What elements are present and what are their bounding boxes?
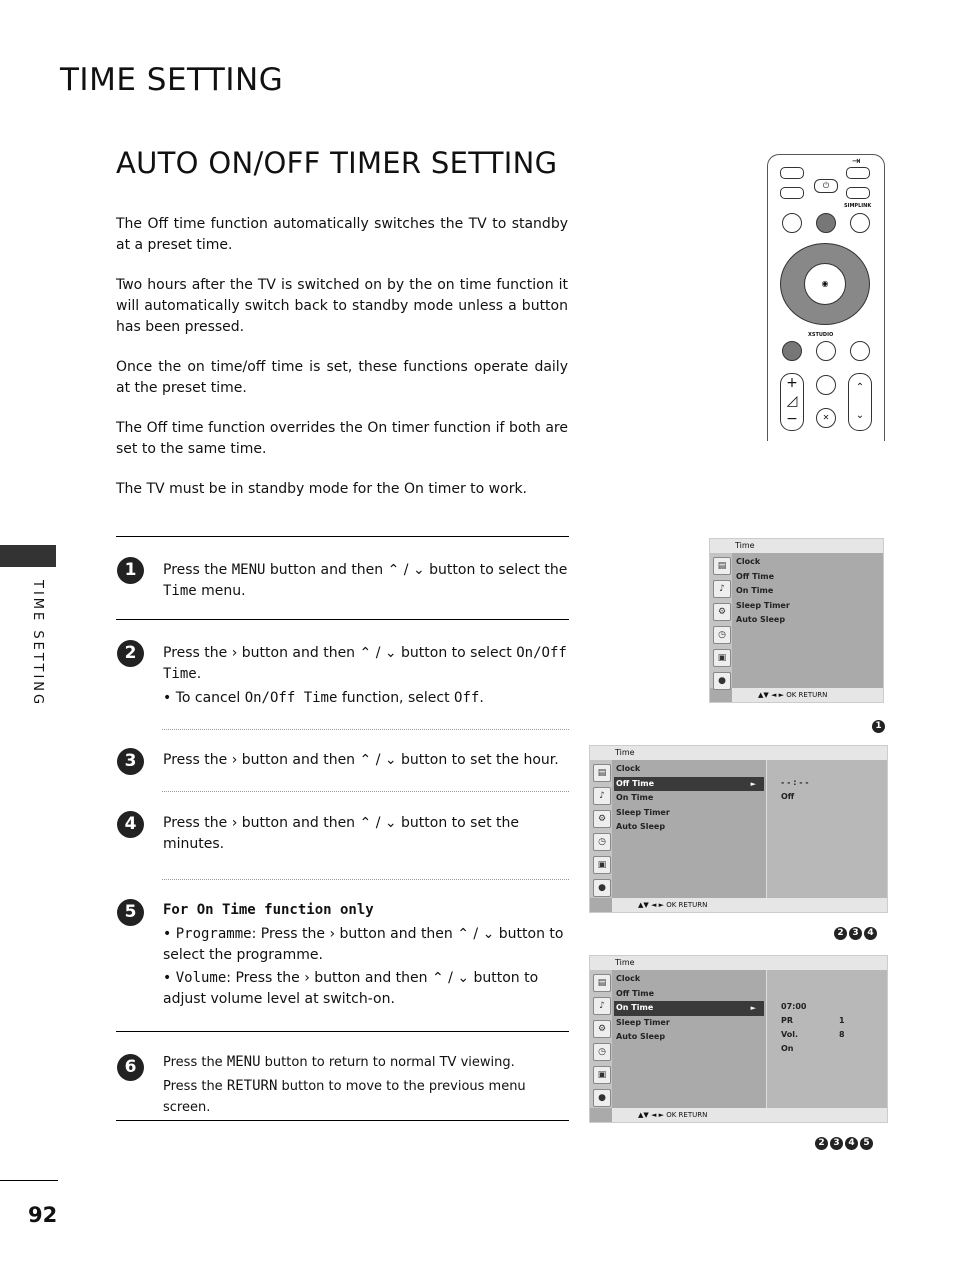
power-icon: ⏻ — [814, 179, 838, 193]
right-arrow-icon: ► — [750, 1004, 756, 1012]
intro-paragraph: The Off time function overrides the On timer function if both are set to the same time. — [116, 420, 568, 457]
clock-icon: ◷ — [713, 626, 731, 644]
step-number: 2 — [117, 640, 144, 667]
volume-value: Vol. 8 — [781, 1030, 845, 1039]
menu-item: On Time — [616, 793, 654, 802]
step-2-bullet: • To cancel On/Off Time function, select Off. — [163, 690, 484, 706]
side-label: TIME SETTING — [30, 580, 45, 708]
step-6-text: Press the MENU button to return to normal TV viewing. — [163, 1054, 515, 1070]
remote-button — [816, 375, 836, 395]
remote-button — [846, 187, 870, 199]
updown-icon: ⌃ / ⌄ — [359, 815, 397, 831]
updown-icon: ⌃ / ⌄ — [431, 970, 470, 986]
submenu-panel — [766, 970, 887, 1108]
off-time-state: Off — [781, 792, 795, 801]
input-icon: ⇥ — [852, 156, 861, 167]
updown-icon: ⌃ / ⌄ — [387, 562, 425, 578]
simplink-logo: SIMPLINK — [844, 203, 872, 209]
page-number: 92 — [28, 1203, 58, 1227]
remote-button — [846, 167, 870, 179]
page-rule — [0, 1180, 58, 1181]
menu-title: Time — [710, 539, 883, 553]
menu-item: Sleep Timer — [616, 1017, 670, 1027]
updown-icon: ⌃ / ⌄ — [359, 645, 397, 661]
gear-icon: ⚙ — [593, 1020, 611, 1038]
input-icon: ● — [713, 672, 731, 690]
step-reference: 1 — [870, 720, 885, 733]
step-2-text: Press the › button and then ⌃ / ⌄ button to select On/Off Time. — [163, 645, 567, 682]
menu-item: Off Time — [736, 571, 775, 581]
right-arrow-icon: ► — [750, 779, 756, 788]
step-number: 1 — [117, 557, 144, 584]
lock-icon: ▣ — [593, 1066, 611, 1084]
step-4-text: Press the › button and then ⌃ / ⌄ button to set the minutes. — [163, 815, 519, 852]
volume-icon: + ◿ − — [780, 373, 804, 431]
step-1-text: Press the MENU button and then ⌃ / ⌄ button to select the Time menu. — [163, 562, 568, 599]
section-title: TIME SETTING — [60, 62, 284, 98]
input-icon: ● — [593, 1089, 611, 1107]
intro-paragraph: Once the on time/off time is set, these functions operate daily at the preset time. — [116, 359, 568, 396]
sound-icon: ♪ — [713, 580, 731, 598]
remote-button — [850, 341, 870, 361]
picture-icon: ▤ — [593, 974, 611, 992]
page-heading: AUTO ON/OFF TIMER SETTING — [116, 146, 558, 180]
menu-item: Clock — [616, 974, 641, 983]
menu-item: Clock — [616, 764, 641, 773]
step-number: 5 — [117, 899, 144, 926]
menu-icon-column — [710, 553, 732, 688]
dotted-divider — [162, 879, 569, 880]
step-number: 6 — [117, 1054, 144, 1081]
menu-item: Off Time — [616, 988, 655, 998]
menu-item: Sleep Timer — [736, 600, 790, 610]
menu-item: Auto Sleep — [616, 1032, 666, 1041]
menu-footer: ▲▼ ◄ ► OK RETURN — [732, 688, 883, 702]
on-time-value: 07:00 — [781, 1002, 807, 1011]
programme-value: PR 1 — [781, 1016, 845, 1025]
dotted-divider — [162, 791, 569, 792]
divider — [116, 1120, 569, 1121]
mute-icon: ✕ — [816, 408, 836, 428]
lock-icon: ▣ — [593, 856, 611, 874]
step-5-programme: • Programme: Press the › button and then ⌃ / ⌄ button to select the programme. — [163, 926, 564, 963]
dotted-divider — [162, 729, 569, 730]
remote-button — [816, 213, 836, 233]
updown-icon: ⌃ / ⌄ — [359, 752, 397, 768]
right-icon: › — [329, 926, 336, 942]
menu-title: Time — [590, 746, 887, 760]
right-icon: › — [231, 815, 238, 831]
sound-icon: ♪ — [593, 997, 611, 1015]
remote-button — [782, 341, 802, 361]
intro-paragraph: The TV must be in standby mode for the On timer to work. — [116, 481, 528, 497]
menu-item: Clock — [736, 557, 761, 566]
on-time-state: On — [781, 1044, 794, 1053]
menu-title: Time — [590, 956, 887, 970]
side-tab-marker — [0, 545, 56, 567]
remote-button — [780, 187, 804, 199]
right-icon: › — [231, 752, 238, 768]
divider — [116, 619, 569, 620]
intro-paragraph: The Off time function automatically switches the TV to standby at a preset time. — [116, 216, 568, 253]
menu-icon-column — [590, 970, 612, 1108]
right-icon: › — [304, 970, 310, 986]
picture-icon: ▤ — [713, 557, 731, 575]
menu-item: Sleep Timer — [616, 807, 670, 817]
menu-item: Auto Sleep — [736, 615, 786, 624]
step-5-volume: • Volume: Press the › button and then ⌃ / ⌄ button to adjust volume level at switch-on. — [163, 970, 539, 1007]
lock-icon: ▣ — [713, 649, 731, 667]
menu-item-selected: Off Time ► — [614, 777, 764, 792]
menu-item: On Time — [736, 586, 774, 595]
picture-icon: ▤ — [593, 764, 611, 782]
menu-item: Auto Sleep — [616, 822, 666, 831]
clock-icon: ◷ — [593, 1043, 611, 1061]
sound-icon: ♪ — [593, 787, 611, 805]
ok-icon: ◉ — [804, 263, 846, 305]
updown-icon: ⌃ / ⌄ — [457, 926, 495, 942]
remote-control-illustration — [767, 154, 885, 441]
divider — [116, 536, 569, 537]
step-6-text-2: Press the RETURN button to move to the previous menu screen. — [163, 1078, 526, 1115]
time-menu-screen-1 — [709, 538, 884, 703]
menu-footer: ▲▼ ◄ ► OK RETURN — [612, 898, 887, 912]
time-menu-screen-2 — [589, 745, 888, 913]
menu-footer: ▲▼ ◄ ► OK RETURN — [612, 1108, 887, 1122]
remote-button — [780, 167, 804, 179]
gear-icon: ⚙ — [713, 603, 731, 621]
clock-icon: ◷ — [593, 833, 611, 851]
xstudio-logo: XSTUDIO — [808, 332, 834, 338]
menu-item-selected: On Time ► — [614, 1001, 764, 1016]
submenu-panel — [766, 760, 887, 898]
step-3-text: Press the › button and then ⌃ / ⌄ button to set the hour. — [163, 752, 559, 768]
step-number: 3 — [117, 748, 144, 775]
gear-icon: ⚙ — [593, 810, 611, 828]
right-icon: › — [231, 645, 238, 661]
step-5-heading: For On Time function only — [163, 902, 374, 918]
divider — [116, 1031, 569, 1032]
step-reference: 2 3 4 — [832, 927, 877, 940]
remote-button — [850, 213, 870, 233]
intro-paragraph: Two hours after the TV is switched on by the on time function it will automatically switch back to standby mode unless a button has been pressed. — [116, 277, 568, 335]
remote-button — [782, 213, 802, 233]
menu-icon-column — [590, 760, 612, 898]
off-time-value: - - : - - — [781, 778, 809, 787]
input-icon: ● — [593, 879, 611, 897]
step-number: 4 — [117, 811, 144, 838]
step-reference: 2 3 4 5 — [813, 1137, 873, 1150]
channel-icon: ⌃ ⌄ — [848, 373, 872, 431]
remote-button — [816, 341, 836, 361]
time-menu-screen-3 — [589, 955, 888, 1123]
